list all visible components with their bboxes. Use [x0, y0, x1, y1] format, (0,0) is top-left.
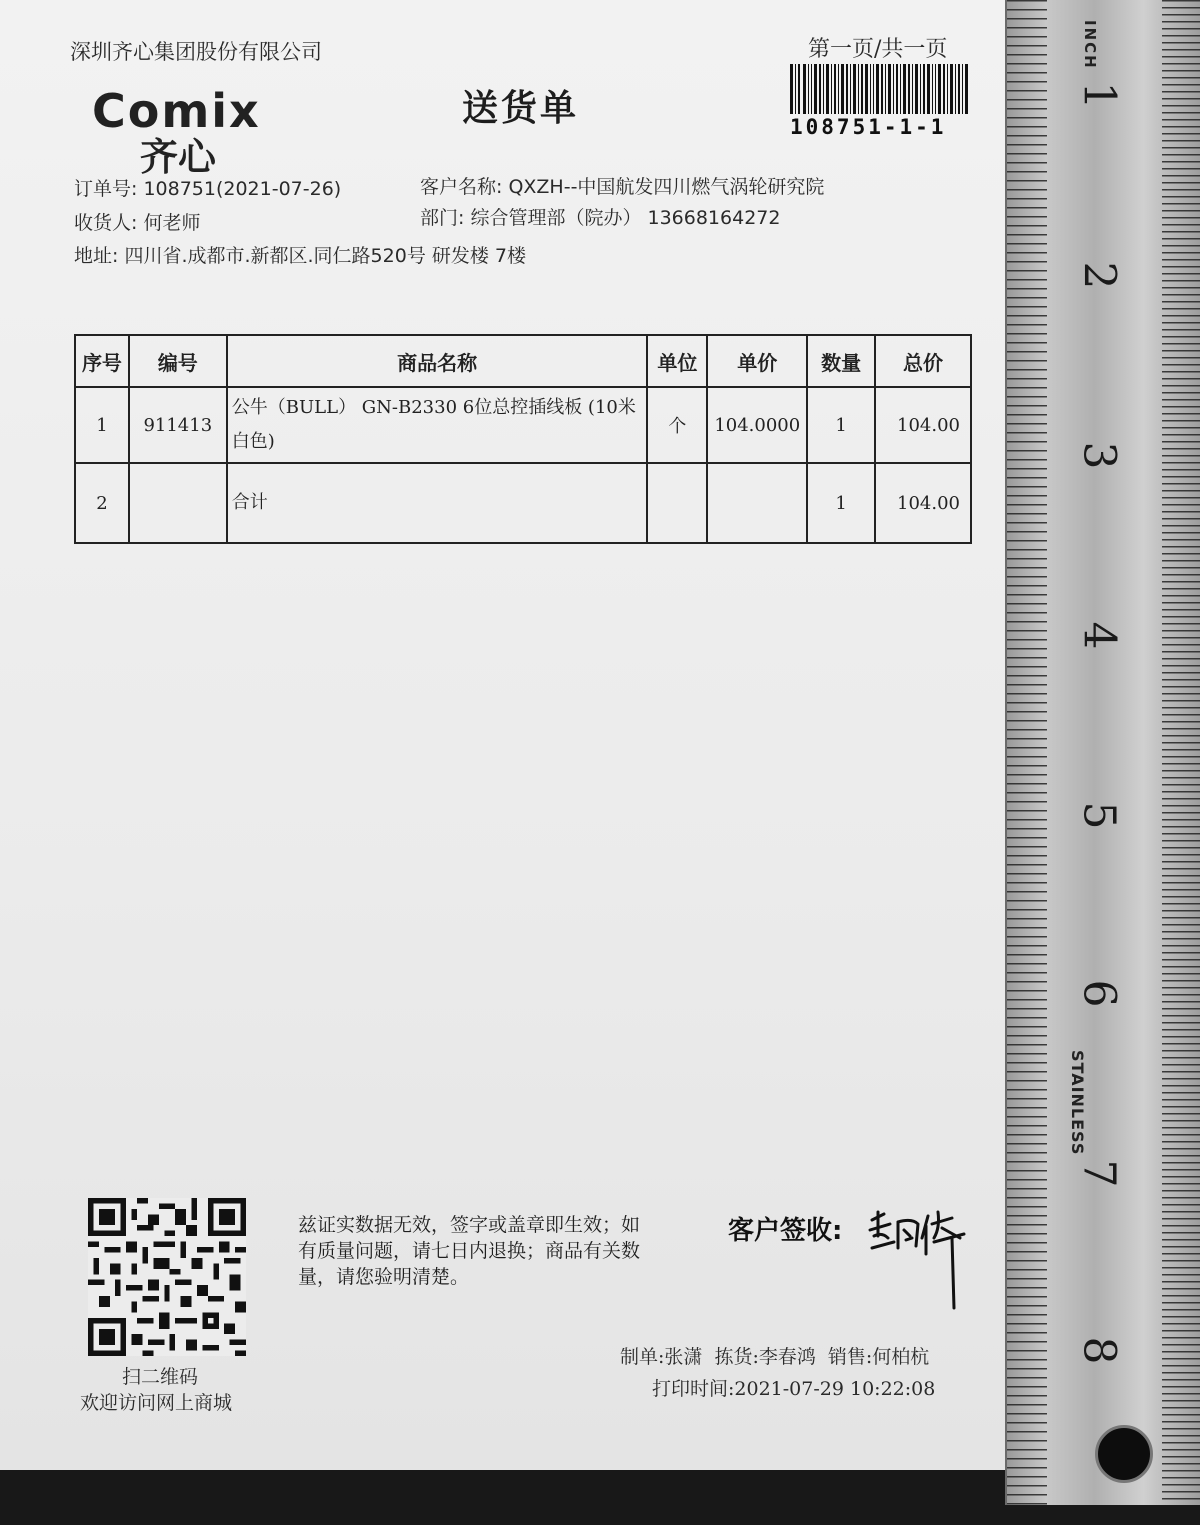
cell-seq: 2	[75, 463, 129, 543]
cell-product-name: 合计	[227, 463, 648, 543]
ruler-number: 8	[1073, 1336, 1125, 1365]
ruler-brand: STAINLESS	[1068, 1050, 1087, 1156]
qr-caption-scan: 扫二维码	[122, 1366, 199, 1388]
order-number: 订单号: 108751(2021-07-26)	[74, 178, 342, 200]
header-product-name: 商品名称	[227, 335, 648, 387]
ruler-number: 3	[1073, 441, 1125, 470]
cell-unit	[647, 463, 707, 543]
items-table	[74, 334, 972, 544]
comix-logo-text: Comix	[92, 84, 261, 138]
barcode-number: 108751-1-1	[790, 115, 947, 139]
cell-code: 911413	[129, 387, 227, 463]
cell-unit-price: 104.0000	[707, 387, 807, 463]
barcode-image	[790, 64, 970, 114]
cell-quantity: 1	[807, 463, 875, 543]
address: 地址: 四川省.成都市.新都区.同仁路520号 研发楼 7楼	[74, 245, 526, 267]
header-unit: 单位	[647, 335, 707, 387]
department: 部门: 综合管理部（院办） 13668164272	[420, 207, 781, 229]
header-unit-price: 单价	[707, 335, 807, 387]
ruler-cm-ticks	[1007, 0, 1047, 1505]
header-quantity: 数量	[807, 335, 875, 387]
notice-text: 兹证实数据无效，签字或盖章即生效；如有质量问题，请七日内退换；商品有关数量，请您验明清楚。	[298, 1214, 641, 1288]
ruler-number: 6	[1073, 979, 1125, 1008]
ruler-number: 2	[1073, 261, 1125, 290]
ruler-inch-ticks	[1162, 0, 1200, 1505]
customer-name: 客户名称: QXZH--中国航发四川燃气涡轮研究院	[420, 176, 825, 198]
qr-caption-visit: 欢迎访问网上商城	[80, 1392, 233, 1414]
receiver: 收货人: 何老师	[74, 212, 201, 234]
ruler-hang-hole	[1095, 1425, 1153, 1483]
ruler-number: 1	[1073, 81, 1125, 110]
table-header-row	[75, 335, 971, 387]
ruler-number: 4	[1073, 621, 1125, 650]
cell-product-name: 公牛（BULL） GN-B2330 6位总控插线板 (10米白色)	[227, 387, 648, 463]
qr-code-image	[88, 1198, 246, 1356]
staff-info: 制单:张潇 拣货:李春鸿 销售:何柏杭	[620, 1346, 930, 1368]
cell-seq: 1	[75, 387, 129, 463]
ruler	[1005, 0, 1200, 1505]
cell-code	[129, 463, 227, 543]
cell-quantity: 1	[807, 387, 875, 463]
company-name: 深圳齐心集团股份有限公司	[70, 40, 322, 64]
page-info: 第一页/共一页	[808, 37, 948, 62]
header-code: 编号	[129, 335, 227, 387]
table-row	[75, 387, 971, 463]
document-title: 送货单	[462, 88, 580, 129]
comix-logo-chinese: 齐心	[140, 135, 217, 179]
header-seq: 序号	[75, 335, 129, 387]
print-time: 打印时间:2021-07-29 10:22:08	[652, 1378, 936, 1400]
header-total: 总价	[875, 335, 971, 387]
ruler-unit-label: INCH	[1081, 20, 1099, 70]
cell-total: 104.00	[875, 387, 971, 463]
handwritten-signature	[868, 1208, 988, 1323]
cell-unit-price	[707, 463, 807, 543]
ruler-number: 7	[1073, 1159, 1125, 1188]
cell-total: 104.00	[875, 463, 971, 543]
customer-sign-label: 客户签收:	[728, 1216, 843, 1246]
ruler-number: 5	[1073, 801, 1125, 830]
table-row	[75, 463, 971, 543]
cell-unit: 个	[647, 387, 707, 463]
